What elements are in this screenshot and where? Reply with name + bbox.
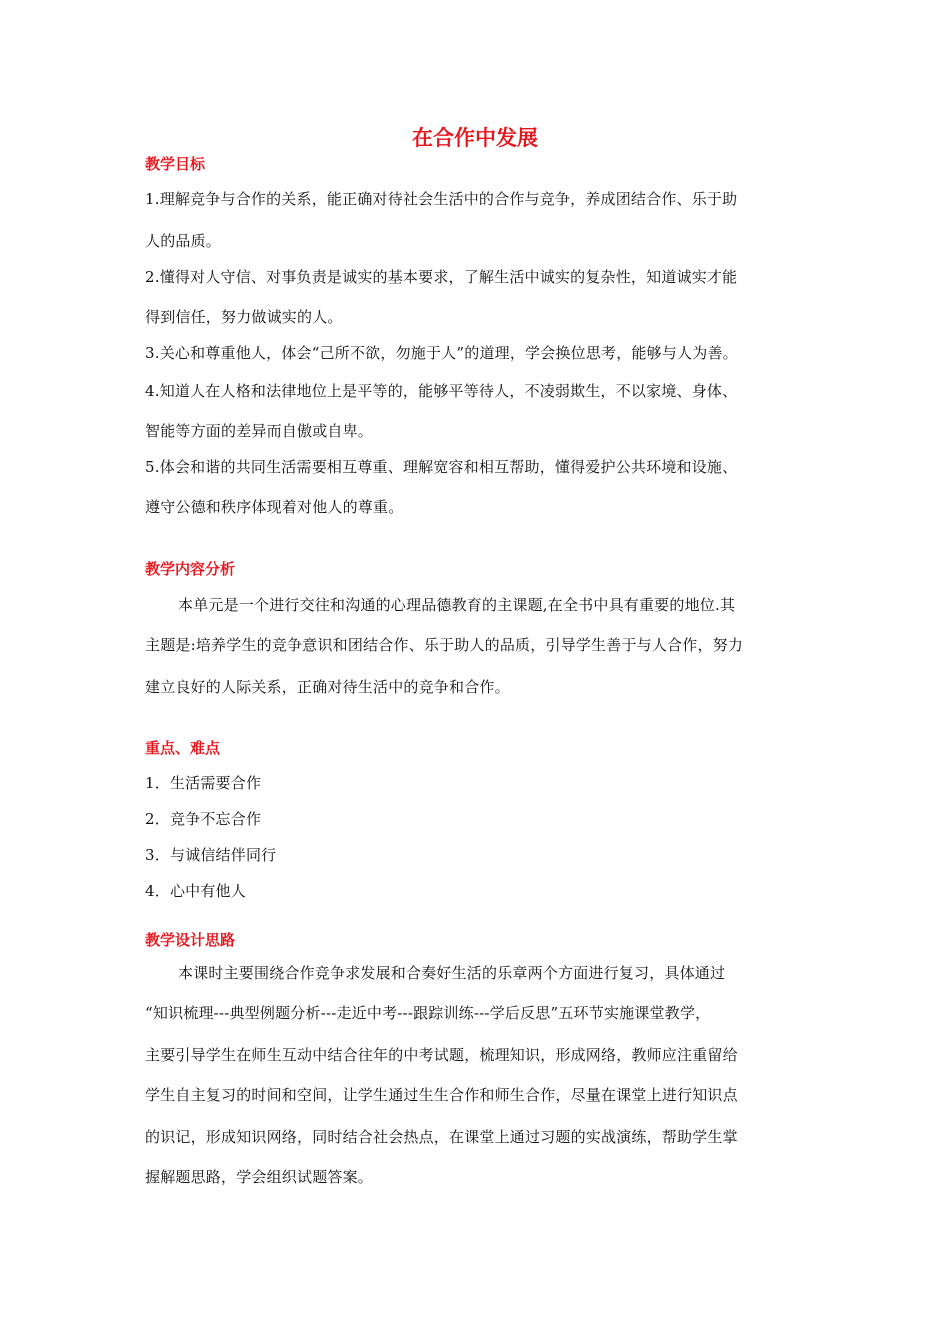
design-line: “知识梳理---典型例题分析---走近中考---跟踪训练---学后反思”五环节实施课堂教学，	[145, 1004, 711, 1022]
heading-content-analysis: 教学内容分析	[145, 560, 236, 578]
keypoint-item: 2．竞争不忘合作	[145, 810, 262, 828]
document-title: 在合作中发展	[412, 126, 538, 150]
goals-line: 5.体会和谐的共同生活需要相互尊重、理解宽容和相互帮助，懂得爱护公共环境和设施、	[145, 458, 738, 476]
keypoint-item: 4．心中有他人	[145, 882, 246, 900]
analysis-line: 建立良好的人际关系，正确对待生活中的竞争和合作。	[145, 678, 510, 696]
design-line: 本课时主要围绕合作竞争求发展和合奏好生活的乐章两个方面进行复习，具体通过	[178, 964, 726, 982]
keypoint-item: 1．生活需要合作	[145, 774, 262, 792]
goals-line: 1.理解竞争与合作的关系，能正确对待社会生活中的合作与竞争，养成团结合作、乐于助	[145, 190, 738, 208]
goals-line: 4.知道人在人格和法律地位上是平等的，能够平等待人，不凌弱欺生，不以家境、身体、	[145, 382, 738, 400]
goals-line: 遵守公德和秩序体现着对他人的尊重。	[145, 498, 404, 516]
design-line: 主要引导学生在师生互动中结合往年的中考试题，梳理知识，形成网络，教师应注重留给	[145, 1046, 738, 1064]
goals-line: 3.关心和尊重他人，体会“己所不欲，勿施于人”的道理，学会换位思考，能够与人为善。	[145, 344, 738, 362]
goals-line: 人的品质。	[145, 232, 222, 250]
design-line: 的识记，形成知识网络，同时结合社会热点，在课堂上通过习题的实战演练，帮助学生掌	[145, 1128, 738, 1146]
design-line: 学生自主复习的时间和空间，让学生通过生生合作和师生合作，尽量在课堂上进行知识点	[145, 1086, 738, 1104]
design-line: 握解题思路，学会组织试题答案。	[145, 1168, 374, 1186]
goals-line: 2.懂得对人守信、对事负责是诚实的基本要求，了解生活中诚实的复杂性，知道诚实才能	[145, 268, 738, 286]
analysis-line: 本单元是一个进行交往和沟通的心理品德教育的主课题,在全书中具有重要的地位.其	[178, 596, 736, 614]
goals-line: 智能等方面的差异而自傲或自卑。	[145, 422, 374, 440]
goals-line: 得到信任，努力做诚实的人。	[145, 308, 343, 326]
heading-teaching-goals: 教学目标	[145, 155, 206, 173]
analysis-line: 主题是:培养学生的竞争意识和团结合作、乐于助人的品质，引导学生善于与人合作，努力	[145, 636, 744, 654]
keypoint-item: 3．与诚信结伴同行	[145, 846, 277, 864]
heading-design-ideas: 教学设计思路	[145, 931, 236, 949]
heading-key-points: 重点、难点	[145, 739, 221, 757]
